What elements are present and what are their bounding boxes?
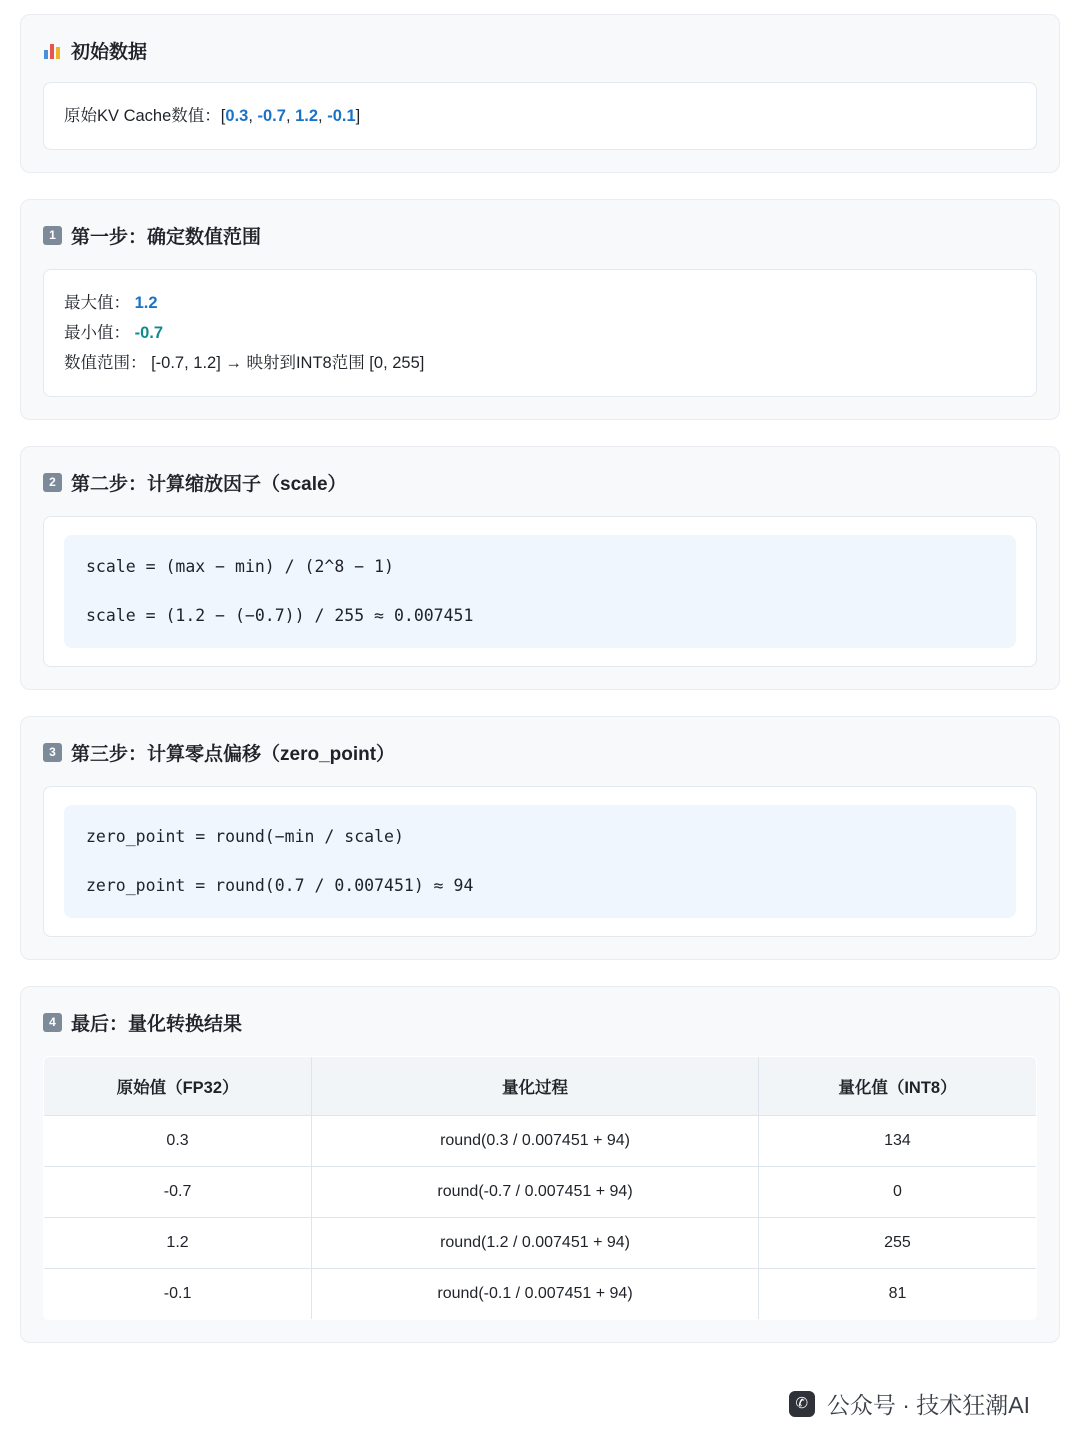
step1-box bbox=[43, 269, 1037, 397]
cell-process: round(0.3 / 0.007451 + 94) bbox=[312, 1116, 759, 1167]
cell-int8: 0 bbox=[758, 1167, 1036, 1218]
min-value-label: 最小值： bbox=[64, 324, 130, 342]
table-row bbox=[44, 1167, 1037, 1218]
scale-formula-line: scale = (max − min) / (2^8 − 1) bbox=[86, 557, 394, 576]
kv-sep-2: , bbox=[318, 107, 328, 125]
cell-process: round(-0.1 / 0.007451 + 94) bbox=[312, 1269, 759, 1320]
table-header-row bbox=[44, 1057, 1037, 1116]
min-value: -0.7 bbox=[134, 324, 164, 342]
kv-cache-bracket-close: ] bbox=[355, 107, 361, 125]
initial-data-header bbox=[43, 37, 1037, 64]
column-header-int8: 量化值（INT8） bbox=[758, 1057, 1036, 1116]
step-number-icon: 3 bbox=[43, 743, 62, 762]
range-row bbox=[64, 348, 1016, 378]
step3-box bbox=[43, 786, 1037, 937]
step2-box bbox=[43, 516, 1037, 667]
range-label: 数值范围： bbox=[64, 354, 147, 372]
kv-sep-0: , bbox=[248, 107, 258, 125]
kv-value-0: 0.3 bbox=[225, 107, 249, 125]
kv-value-3: -0.1 bbox=[327, 107, 356, 125]
zeropoint-formula-line: zero_point = round(−min / scale) bbox=[86, 827, 404, 846]
column-header-fp32: 原始值（FP32） bbox=[44, 1057, 312, 1116]
step3-title: 第三步：计算零点偏移（zero_point） bbox=[71, 744, 396, 765]
initial-data-box bbox=[43, 82, 1037, 150]
quantization-result-table bbox=[43, 1056, 1037, 1320]
footer-text: 公众号 · 技术狂潮AI bbox=[826, 1392, 1030, 1418]
step2-header bbox=[43, 469, 1037, 496]
table-row bbox=[44, 1269, 1037, 1320]
step2-card bbox=[20, 446, 1060, 690]
step1-card bbox=[20, 199, 1060, 420]
step-number-icon: 1 bbox=[43, 226, 62, 245]
column-header-process: 量化过程 bbox=[312, 1057, 759, 1116]
zeropoint-computed-line: zero_point = round(0.7 / 0.007451) ≈ 94 bbox=[86, 876, 474, 895]
kv-cache-label: 原始KV Cache数值： bbox=[64, 107, 221, 125]
kv-value-2: 1.2 bbox=[295, 107, 319, 125]
cell-process: round(-0.7 / 0.007451 + 94) bbox=[312, 1167, 759, 1218]
kv-cache-line bbox=[64, 101, 1016, 131]
step4-header bbox=[43, 1009, 1037, 1036]
step4-title: 最后：量化转换结果 bbox=[71, 1014, 243, 1035]
cell-int8: 255 bbox=[758, 1218, 1036, 1269]
step1-header bbox=[43, 222, 1037, 249]
scale-computed-line: scale = (1.2 − (−0.7)) / 255 ≈ 0.007451 bbox=[86, 606, 474, 625]
kv-value-1: -0.7 bbox=[257, 107, 286, 125]
initial-data-card bbox=[20, 14, 1060, 173]
step-number-icon: 2 bbox=[43, 473, 62, 492]
bar-chart-icon bbox=[43, 42, 62, 59]
range-value: [-0.7, 1.2] → 映射到INT8范围 [0, 255] bbox=[151, 354, 425, 372]
table-row bbox=[44, 1218, 1037, 1269]
step3-header bbox=[43, 739, 1037, 766]
min-value-row bbox=[64, 318, 1016, 348]
kv-sep-1: , bbox=[285, 107, 296, 125]
max-value-label: 最大值： bbox=[64, 294, 130, 312]
max-value: 1.2 bbox=[134, 294, 158, 312]
initial-data-title: 初始数据 bbox=[71, 42, 148, 63]
cell-fp32: 1.2 bbox=[44, 1218, 312, 1269]
wechat-icon: ✆ bbox=[789, 1391, 815, 1417]
scale-code-block bbox=[64, 535, 1016, 648]
kv-cache-bracket-open: [ bbox=[220, 107, 226, 125]
cell-fp32: 0.3 bbox=[44, 1116, 312, 1167]
cell-int8: 81 bbox=[758, 1269, 1036, 1320]
step4-card bbox=[20, 986, 1060, 1343]
table-row bbox=[44, 1116, 1037, 1167]
step1-title: 第一步：确定数值范围 bbox=[71, 227, 262, 248]
step-number-icon: 4 bbox=[43, 1013, 62, 1032]
cell-fp32: -0.7 bbox=[44, 1167, 312, 1218]
footer-watermark bbox=[20, 1369, 1060, 1440]
zeropoint-code-block bbox=[64, 805, 1016, 918]
step2-title: 第二步：计算缩放因子（scale） bbox=[71, 474, 347, 495]
cell-fp32: -0.1 bbox=[44, 1269, 312, 1320]
step3-card bbox=[20, 716, 1060, 960]
cell-process: round(1.2 / 0.007451 + 94) bbox=[312, 1218, 759, 1269]
max-value-row bbox=[64, 288, 1016, 318]
cell-int8: 134 bbox=[758, 1116, 1036, 1167]
